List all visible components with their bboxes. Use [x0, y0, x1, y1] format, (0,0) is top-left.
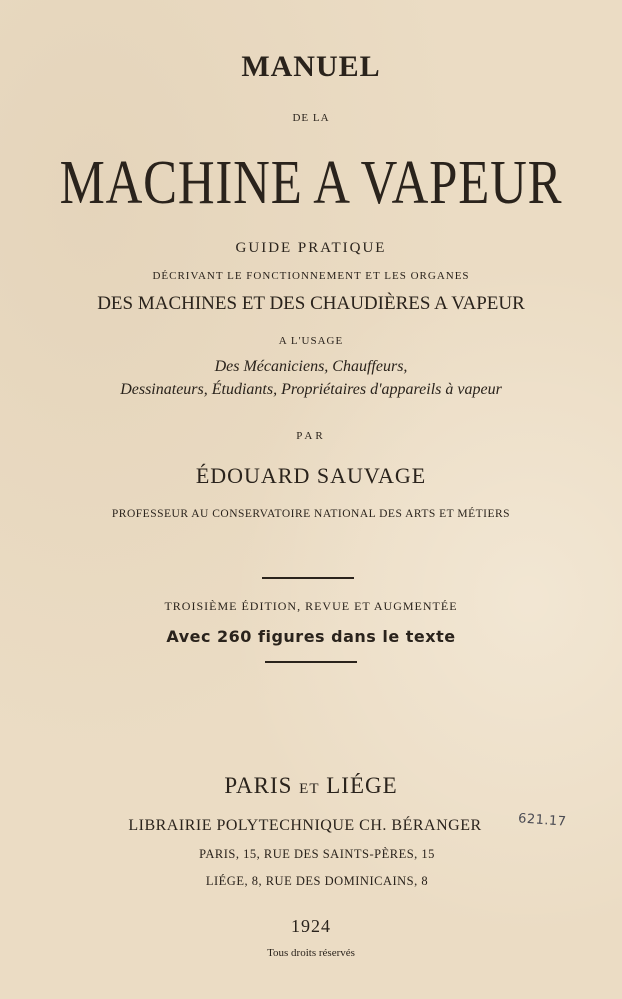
subtitle-usage: A L'USAGE [278, 335, 344, 347]
imprint-cities [0, 773, 622, 799]
edition-note: TROISIÈME ÉDITION, REVUE ET AUGMENTÉE [164, 599, 458, 613]
author-title: PROFESSEUR AU CONSERVATOIRE NATIONAL DES ARTS ET MÉTIERS [111, 508, 511, 520]
address-liege: LIÉGE, 8, RUE DES DOMINICAINS, 8 [205, 874, 429, 888]
city-paris: PARIS [224, 773, 293, 798]
heading-manuel: MANUEL [241, 50, 381, 83]
main-title: MACHINE A VAPEUR [59, 149, 563, 217]
publication-year: 1924 [291, 916, 331, 936]
subtitle-machines: DES MACHINES ET DES CHAUDIÈRES A VAPEUR [97, 293, 525, 314]
handwritten-call-number: 621.17 [517, 811, 567, 830]
city-conjunction: ET [299, 781, 320, 797]
subtitle-guide: GUIDE PRATIQUE [235, 240, 387, 256]
rights-notice: Tous droits réservés [267, 947, 355, 959]
subtitle-decrivant: DÉCRIVANT LE FONCTIONNEMENT ET LES ORGANES [152, 270, 470, 282]
author-name: ÉDOUARD SAUVAGE [195, 463, 427, 488]
city-liege: LIÉGE [326, 773, 398, 798]
divider-rule-top [262, 577, 354, 579]
address-paris: PARIS, 15, RUE DES SAINTS-PÈRES, 15 [199, 847, 435, 861]
by-label: PAR [296, 430, 326, 442]
audience-line-2: Dessinateurs, Étudiants, Propriétaires d'appareils à vapeur [120, 381, 502, 398]
publisher-name: LIBRAIRIE POLYTECHNIQUE CH. BÉRANGER [128, 817, 482, 834]
divider-rule-bottom [265, 661, 357, 663]
audience-line-1: Des Mécaniciens, Chauffeurs, [214, 358, 408, 375]
heading-de-la: DE LA [292, 112, 330, 124]
figures-note: Avec 260 figures dans le texte [166, 627, 456, 646]
